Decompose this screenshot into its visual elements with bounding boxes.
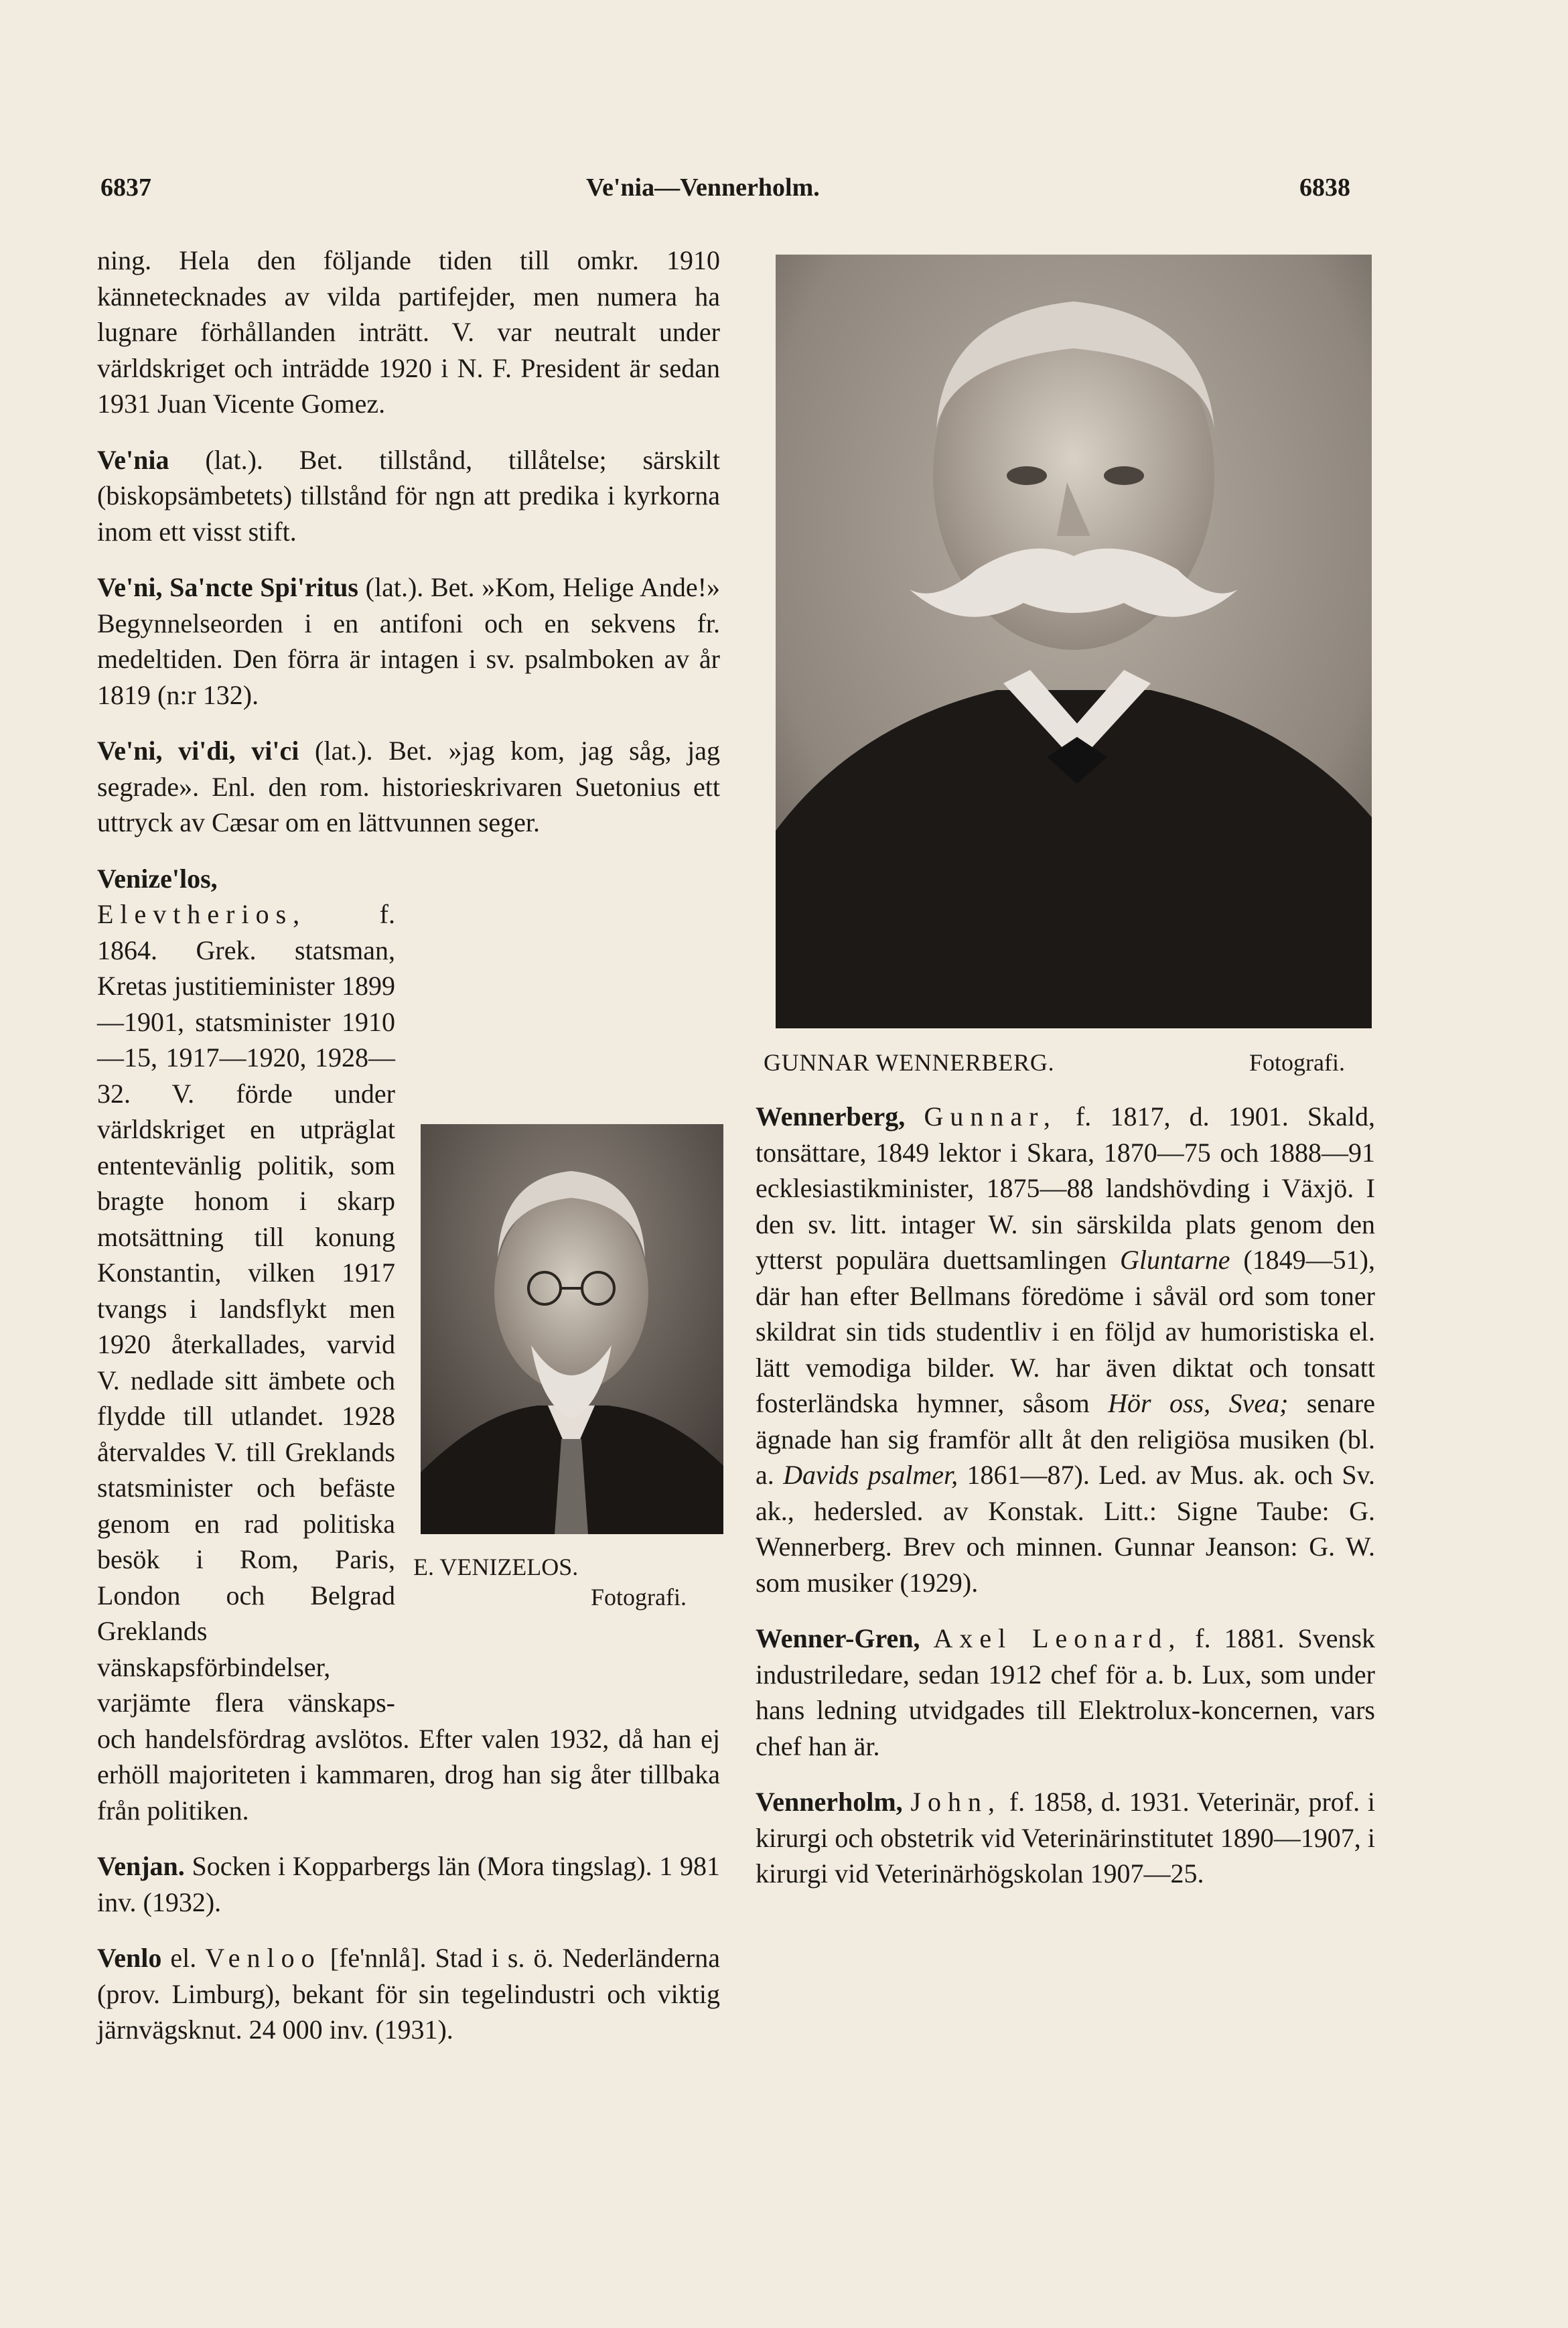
work-title: Hör oss, Svea; xyxy=(1108,1388,1289,1418)
entry-text: f. 1864. Grek. statsman, Kretas justitieminister 1899—1901, statsminister 1910—15, 1917—1920, 1928—32. V. förde under världskriget en utpräglat ententevänlig politik, som bragte honom i skarp motsättning till konung Konstantin, vilken 1917 tvangs i landsflykt men 1920 återkallades, varvid V. nedlade sitt ämbete och flydde till utlandet. 1928 återvaldes V. till Greklands statsminister och befäste genom en rad politiska besök i Rom, Paris, London och Belgrad Greklands vänskapsförbindelser, varjämte flera vänskaps- och handelsfördrag avslötos. Efter valen 1932, då han ej erhöll majoriteten i kammaren, drog han sig åter tillbaka från politiken. xyxy=(97,899,720,1826)
person-name: John, xyxy=(910,1787,1002,1817)
entry-wennerberg xyxy=(756,1099,1375,1600)
alt-name: Venloo xyxy=(205,1943,322,1973)
page-number-right: 6838 xyxy=(1299,174,1350,202)
figure-caption: GUNNAR WENNERBERG. xyxy=(764,1049,1055,1076)
right-column xyxy=(756,1099,1375,1912)
entry-veni-vidi-vici xyxy=(97,733,720,841)
figure-source: Fotografi. xyxy=(1249,1049,1345,1076)
headword: Ve'ni, vi'di, vi'ci xyxy=(97,736,299,766)
entry-text: f. 1817, d. 1901. Skald, tonsättare, 1849 lektor i Skara, 1870—75 och 1888—91 ecklesiastikminister, 1875—88 landshövding i Växjö. I den sv. litt. intager W. sin särskilda plats genom den ytterst populära duettsamlingen xyxy=(756,1101,1376,1275)
entry-wenner-gren xyxy=(756,1621,1375,1764)
entry-venlo xyxy=(97,1940,720,2048)
headword: Ve'ni, Sa'ncte Spi'ritus xyxy=(97,572,358,602)
entry-vennerholm xyxy=(756,1784,1375,1892)
headword: Venjan. xyxy=(97,1851,185,1881)
running-title: Ve'nia—Vennerholm. xyxy=(586,174,820,202)
entry-text: (lat.). Bet. »jag kom, jag såg, jag segrade». Enl. den rom. historieskrivaren Suetonius ett uttryck av Cæsar om en lättvunnen seger. xyxy=(97,736,721,837)
portrait-venizelos xyxy=(421,1124,723,1534)
entry-text: el. xyxy=(161,1943,206,1973)
page-number-left: 6837 xyxy=(100,174,151,202)
headword: Venlo xyxy=(97,1943,162,1973)
entry-text: f. 1881. Svensk industriledare, sedan 1912 chef för a. b. Lux, som under hans ledning utvidgades till Elektrolux-koncernen, vars chef han är. xyxy=(756,1623,1376,1761)
headword: Ve'nia xyxy=(97,444,169,475)
entry-text: Socken i Kopparbergs län (Mora tingslag). 1 981 inv. (1932). xyxy=(97,1851,720,1917)
headword: Wenner-Gren, xyxy=(756,1623,920,1653)
headword: Wennerberg, xyxy=(756,1101,906,1132)
person-name: Axel Leonard, xyxy=(933,1623,1182,1653)
entry-venjan xyxy=(97,1848,720,1920)
portrait-wennerberg xyxy=(776,255,1372,1028)
figure-source: Fotografi. xyxy=(591,1584,687,1611)
entry-text: 1861—87). Led. av Mus. ak. och Sv. ak., hedersled. av Konstak. Litt.: Signe Taube: G. Wennerberg. Brev och minnen. Gunnar Jeanson: G. W. som musiker (1929). xyxy=(756,1460,1375,1598)
entry-text: senare ägnade han sig framför allt åt den religiösa musiken (bl. a. xyxy=(756,1388,1375,1490)
entry-text: (1849—51), där han efter Bellmans föredöme i såväl ord som toner skildrat sin tids studentliv i en följd av humoristiska el. lätt vemodiga bilder. W. har även diktat och tonsatt fosterländska hymner, såsom xyxy=(756,1245,1375,1418)
person-name: Elevtherios, xyxy=(97,899,307,929)
entry-text: f. 1858, d. 1931. Veterinär, prof. i kirurgi och obstetrik vid Veterinärinstitutet 1890—1907, i kirurgi vid Veterinärhögskolan 1907—25. xyxy=(756,1787,1375,1889)
entry-text: (lat.). Bet. tillstånd, tillåtelse; särskilt (biskopsämbetets) tillstånd för ngn att predika i kyrkorna inom ett visst stift. xyxy=(97,444,720,547)
entry-veni-sancte xyxy=(97,569,720,713)
headword: Vennerholm, xyxy=(756,1787,903,1817)
entry-venezuela-end: ning. Hela den följande tiden till omkr. 1910 kännetecknades av vilda partifejder, men numera ha lugnare förhållanden inträtt. V. var neutralt under världskriget och inträdde 1920 i N. F. President är sedan 1931 Juan Vicente Gomez. xyxy=(97,245,720,419)
person-name: Gunnar, xyxy=(924,1101,1057,1132)
figure-caption: E. VENIZELOS. xyxy=(413,1554,579,1580)
entry-venia xyxy=(97,442,720,550)
work-title: Gluntarne xyxy=(1120,1245,1230,1275)
entry-text: [fe'nnlå]. Stad i s. ö. Nederländerna (prov. Limburg), bekant för sin tegelindustri och viktig järnvägsknut. 24 000 inv. (1931). xyxy=(97,1943,720,2045)
entry-text: (lat.). Bet. »Kom, Helige Ande!» Begynnelseorden i en antifoni och en sekvens fr. medeltiden. Den förra är intagen i sv. psalmboken av år 1819 (n:r 132). xyxy=(97,572,720,710)
work-title: Davids psalmer, xyxy=(783,1460,958,1490)
headword: Venize'los, xyxy=(97,863,218,894)
